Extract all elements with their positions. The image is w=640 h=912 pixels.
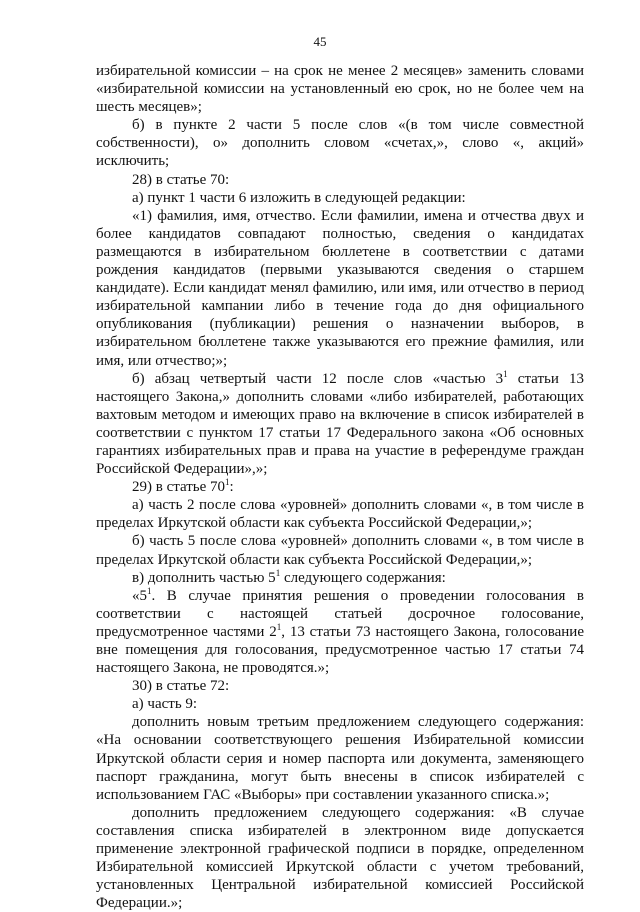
paragraph-text: «5 — [132, 587, 147, 604]
paragraph — [96, 478, 584, 496]
superscript: 1 — [147, 585, 152, 596]
paragraph: а) часть 2 после слова «уровней» дополнить словами «, в том числе в пределах Иркутской области как субъекта Российской Федерации,»; — [96, 497, 584, 532]
paragraph — [96, 569, 584, 587]
paragraph: 28) в статье 70: — [132, 171, 230, 188]
paragraph-text: . В случае принятия решения о проведении голосования в соответствии с настоящей статьей досрочное голосование, предусмотренное частями 2 — [96, 587, 584, 640]
paragraph-text: , 13 статьи 73 настоящего Закона, голосование вне помещения для голосования, предусмотренное частью 17 статьи 74 настоящего Закона, не проводятся.»; — [96, 623, 584, 677]
superscript: 1 — [503, 368, 508, 379]
paragraph-text: статьи 13 настоящего Закона,» дополнить словами «либо избирателей, работающих вахтовым методом и имеющих право на включение в список избирателей в соответствии с пунктом 17 статьи 17 Федерального закона «Об основных гарантиях избирательных прав и права на участие в референдуме граждан Российской Федерации»,»; — [96, 370, 584, 478]
paragraph: дополнить предложением следующего содержания: «В случае составления списка избирателей в электронном виде допускается применение электронной графической подписи в порядке, определенном Избирательной комиссией Иркутской области с учетом требований, установленных Центральной избирательной комиссией Российской Федерации.»; — [96, 804, 584, 912]
page-number: 45 — [313, 34, 327, 49]
paragraph: а) часть 9: — [132, 696, 198, 713]
superscript: 1 — [225, 477, 230, 488]
paragraph: б) в пункте 2 части 5 после слов «(в том числе совместной собственности), о» дополнить словом «счетах,», слово «, акций» исключить; — [96, 117, 584, 170]
paragraph — [96, 587, 584, 677]
paragraph: б) часть 5 после слова «уровней» дополнить словами «, в том числе в пределах Иркутской области как субъекта Российской Федерации,»; — [96, 533, 584, 568]
paragraph: «1) фамилия, имя, отчество. Если фамилии, имена и отчества двух и более кандидатов совпадают полностью, сведения о кандидатах размещаются в избирательном бюллетене в соответствии с датами рождения кандидатов (первыми указываются сведения о старшем кандидате). Если кандидат менял фамилию, или имя, или отчество в период избирательной кампании либо в течение года до дня официального опубликования (публикации) решения о назначении выборов, в избирательном бюллетене также указываются его прежние фамилия, или имя, или отчество;»; — [96, 207, 584, 369]
paragraph — [96, 370, 584, 479]
paragraph-text: б) абзац четвертый части 12 после слов «частью 3 — [132, 370, 504, 387]
superscript: 1 — [275, 567, 281, 578]
paragraph-text: в) дополнить частью 5 — [132, 569, 276, 586]
paragraph: дополнить новым третьим предложением следующего содержания: «На основании соответствующего решения Избирательной комиссии Иркутской области серия и номер паспорта или документа, заменяющего паспорт гражданина, могут быть внесены в список избирателей с использованием ГАС «Выборы» при составлении указанного списка.»; — [96, 714, 584, 803]
paragraph: а) пункт 1 части 6 изложить в следующей редакции: — [132, 189, 466, 206]
paragraph-text: : — [229, 479, 234, 496]
document-body — [96, 62, 584, 912]
superscript: 1 — [276, 621, 282, 632]
paragraph-text: следующего содержания: — [280, 569, 446, 586]
paragraph-text: 29) в статье 70 — [132, 479, 226, 496]
paragraph: избирательной комиссии – на срок не менее 2 месяцев» заменить словами «избирательной комиссии на установленный ею срок, но не более чем на шесть месяцев»; — [96, 63, 584, 116]
paragraph: 30) в статье 72: — [132, 678, 230, 695]
